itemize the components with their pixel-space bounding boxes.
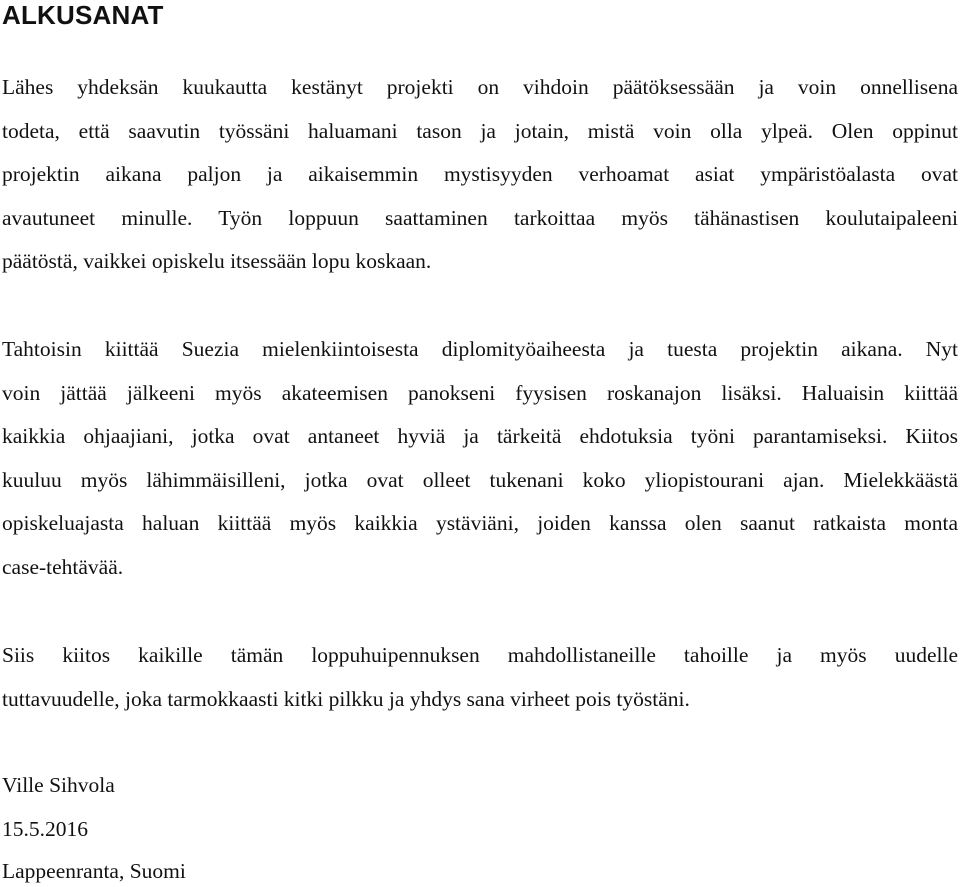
paragraph-line: tuttavuudelle, joka tarmokkaasti kitki pilkku ja yhdys sana virheet pois työstäni.: [2, 686, 690, 711]
paragraph-line: todeta, että saavutin työssäni haluamani tason ja jotain, mistä voin olla ylpeä. Olen oppinut: [2, 118, 958, 143]
paragraph-line: projektin aikana paljon ja aikaisemmin mystisyyden verhoamat asiat ympäristöalasta ovat: [2, 162, 958, 186]
paragraph-line: kaikkia ohjaajiani, jotka ovat antaneet hyviä ja tärkeitä ehdotuksia työni parantamiseksi. Kiitos: [2, 424, 958, 448]
paragraph-line: voin jättää jälkeeni myös akateemisen panokseni fyysisen roskanajon lisäksi. Haluaisin kiittää: [2, 380, 958, 405]
signature-place: Lappeenranta, Suomi: [2, 859, 186, 883]
paragraph-line: avautuneet minulle. Työn loppuun saattaminen tarkoittaa myös tähänastisen koulutaipaleeni: [2, 205, 958, 230]
document-page: [2, 0, 958, 883]
paragraph-closing: [2, 634, 958, 721]
signature-name: Ville Sihvola: [2, 773, 115, 797]
paragraph-line: opiskeluajasta haluan kiittää myös kaikkia ystäviäni, joiden kanssa olen saanut ratkaista monta: [2, 511, 958, 535]
signature-date: 15.5.2016: [2, 817, 88, 841]
paragraph-line: Tahtoisin kiittää Suezia mielenkiintoisesta diplomityöaiheesta ja tuesta projektin aikana. Nyt: [2, 337, 958, 361]
paragraph-intro: [2, 66, 958, 284]
paragraph-line: case-tehtävää.: [2, 554, 124, 579]
paragraph-line: Lähes yhdeksän kuukautta kestänyt projekti on vihdoin päätöksessään ja voin onnellisena: [2, 75, 958, 99]
paragraph-line: Siis kiitos kaikille tämän loppuhuipennuksen mahdollistaneille tahoille ja myös uudelle: [2, 643, 958, 667]
paragraph-thanks: [2, 328, 958, 589]
paragraph-line: kuuluu myös lähimmäisilleni, jotka ovat olleet tukenani koko yliopistourani ajan. Mielekkäästä: [2, 467, 958, 492]
page-title: ALKUSANAT: [2, 0, 164, 30]
paragraph-line: päätöstä, vaikkei opiskelu itsessään lopu koskaan.: [2, 249, 432, 273]
